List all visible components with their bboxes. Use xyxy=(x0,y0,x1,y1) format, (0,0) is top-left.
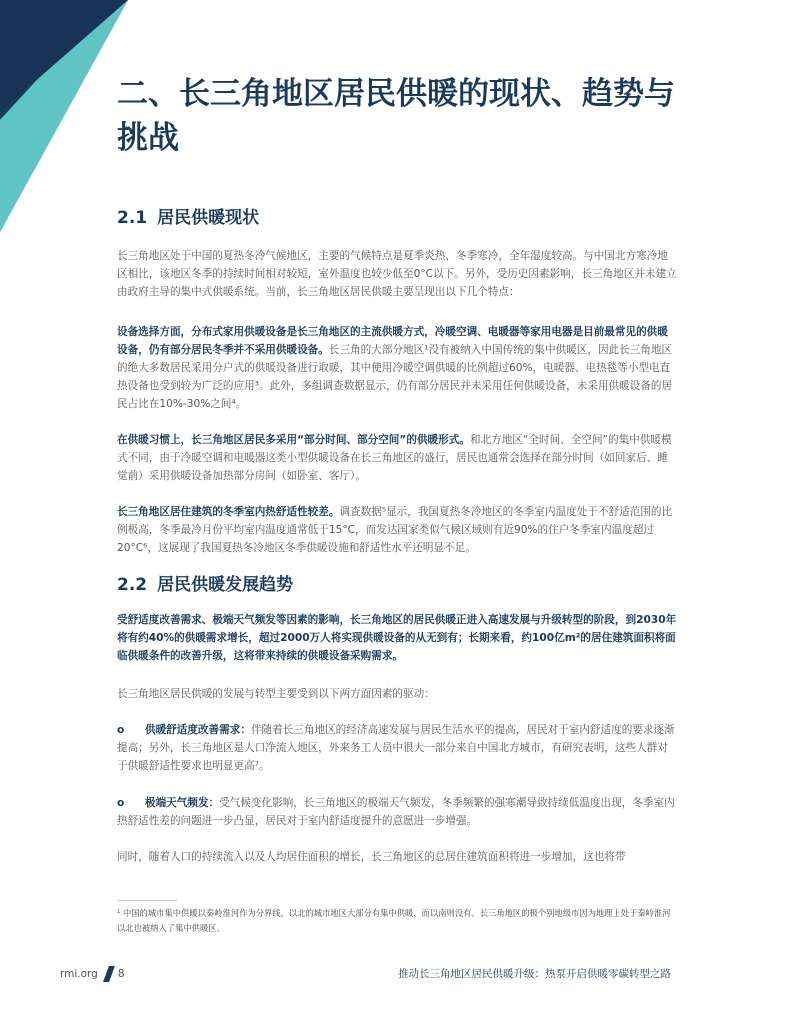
paragraph-habits xyxy=(117,431,677,485)
section-title: 居民供暖现状 xyxy=(157,208,260,228)
paragraph-drivers-intro: 长三角地区居民供暖的发展与转型主要受到以下两方面因素的驱动： xyxy=(117,688,435,700)
paragraph-habits-lead: 在供暖习惯上，长三角地区居民多采用“部分时间、部分空间”的供暖形式。 xyxy=(117,434,470,446)
bullet-comfort-lead: 供暖舒适度改善需求： xyxy=(145,724,251,736)
page-title: 二、长三角地区居民供暖的现状、趋势与挑战 xyxy=(117,76,675,156)
footnote-divider xyxy=(117,900,177,901)
paragraph-continuation: 同时，随着人口的持续流入以及人均居住面积的增长，长三角地区的总居住建筑面积将进一步增加，这也将带 xyxy=(117,851,626,863)
footer-slash-icon xyxy=(103,966,115,982)
paragraph-comfort-lead: 长三角地区居住建筑的冬季室内热舒适性较差。 xyxy=(117,506,340,518)
section-title: 居民供暖发展趋势 xyxy=(157,575,294,595)
bullet-comfort-demand xyxy=(117,721,677,775)
section-heading-2-1 xyxy=(117,207,259,229)
bullet-comfort-body: 伴随着长三角地区的经济高速发展与居民生活水平的提高，居民对于室内舒适度的要求逐渐提高；另外，长三角地区是人口净流入地区，外来务工人员中很大一部分来自中国北方城市，有研究表明，这些人群对于供暖舒适性要求也明显更高⁷。 xyxy=(117,724,675,772)
section-number: 2.1 xyxy=(117,208,148,228)
paragraph-habits-body: 和北方地区“全时间、全空间”的集中供暖模式不同，由于冷暖空调和电暖器这类小型供暖设备在长三角地区的盛行，居民也通常会选择在部分时间（如回家后、睡觉前）采用供暖设备加热部分房间（如卧室、客厅）。 xyxy=(117,434,672,482)
bullet-extreme-weather xyxy=(117,794,677,830)
paragraph-intro: 长三角地区处于中国的夏热冬冷气候地区，主要的气候特点是夏季炎热，冬季寒冷，全年湿度较高。与中国北方寒冷地区相比，该地区冬季的持续时间相对较短，室外温度也较少低至0°C以下。另外，受历史因素影响，长三角地区并未建立由政府主导的集中式供暖系统。当前，长三角地区居民供暖主要呈现出以下几个特点： xyxy=(117,250,677,298)
paragraph-trend-summary: 受舒适度改善需求、极端天气频发等因素的影响，长三角地区的居民供暖正进入高速发展与升级转型的阶段，到2030年将有约40%的供暖需求增长，超过2000万人将实现供暖设备的从无到有；长期来看，约100亿m²的居住建筑面积将面临供暖条件的改善升级，这将带来持续的供暖设备采购需求。 xyxy=(117,614,677,662)
bullet-weather-body: 受气候变化影响，长三角地区的极端天气频发，冬季频繁的强寒潮导致持续低温度出现，冬季室内热舒适性差的问题进一步凸显，居民对于室内舒适度提升的意愿进一步增强。 xyxy=(117,797,675,827)
paragraph-comfort-body: 调查数据⁵显示，我国夏热冬冷地区的冬季室内温度处于不舒适范围的比例极高，冬季最冷月份平均室内温度通常低于15°C，而发达国家类似气候区域则有近90%的住户冬季室内温度超过20°C⁶，这展现了我国夏热冬冷地区冬季供暖设施和舒适性水平还明显不足。 xyxy=(117,506,673,554)
section-heading-2-2 xyxy=(117,574,293,596)
bullet-marker: o xyxy=(117,797,125,809)
footer-site-url[interactable]: rmi.org xyxy=(60,968,98,980)
paragraph-comfort xyxy=(117,503,677,557)
bullet-marker: o xyxy=(117,724,125,736)
bullet-weather-lead: 极端天气频发： xyxy=(145,797,220,809)
footer-site xyxy=(60,966,125,982)
paragraph-equipment-body: 长三角的大部分地区¹没有被纳入中国传统的集中供暖区，因此长三角地区的绝大多数居民采用分户式的供暖设备进行取暖，其中使用冷暖空调供暖的比例超过60%，电暖器、电热毯等小型电直热设备也受到较为广泛的应用³。此外，多组调查数据显示，仍有部分居民并未采用任何供暖设备，未采用供暖设备的居民占比在10%-30%之间⁴。 xyxy=(117,344,673,410)
footer-page-number: 8 xyxy=(117,968,125,980)
footer-document-title: 推动长三角地区居民供暖升级：热泵开启供暖零碳转型之路 xyxy=(398,968,671,980)
footnote-1: ¹ 中国的城市集中供暖以秦岭淮河作为分界线，以北的城市地区大部分有集中供暖，而以南则没有。长三角地区的极个别地级市因为地理上处于秦岭淮河以北也被纳入了集中供暖区。 xyxy=(117,908,671,933)
paragraph-equipment-lead: 设备选择方面，分布式家用供暖设备是长三角地区的主流供暖方式，冷暖空调、电暖器等家用电器是目前最常见的供暖设备，仍有部分居民冬季并不采用供暖设备。 xyxy=(117,326,668,356)
paragraph-equipment xyxy=(117,323,677,413)
section-number: 2.2 xyxy=(117,575,148,595)
